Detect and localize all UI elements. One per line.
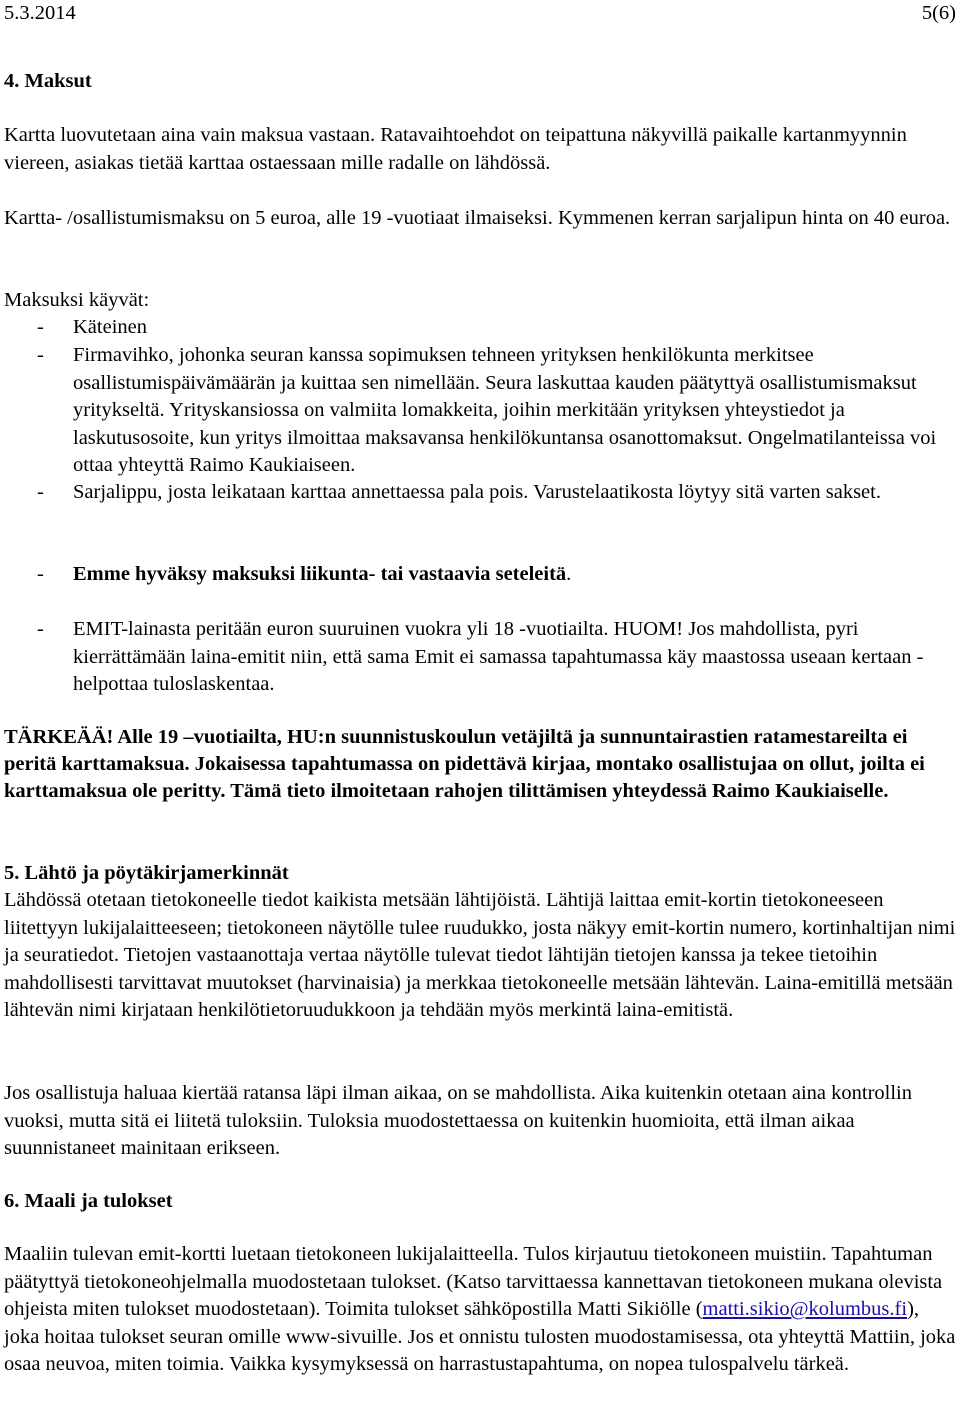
list-item-text: Käteinen	[73, 316, 147, 338]
section-6-text-start: Maaliin tulevan emit-kortti luetaan tietokoneen lukijalaitteella. Tulos kirjautuu tietokoneen muistiin. Tapahtuman päätyttyä tietokoneohjelmalla muodostetaan tulokset. (Katso tarvittaessa kannettavan tietokoneen mukana olevista ohjeista miten tulokset muodostetaan). Toimita tulokset sähköpostilla Matti Sikiölle (	[4, 1243, 943, 1320]
header-page-number: 5(6)	[921, 2, 956, 24]
bold-notice-end: .	[566, 563, 572, 585]
list-item-text	[73, 561, 958, 589]
section-4-paragraph-1: Kartta luovutetaan aina vain maksua vastaan. Ratavaihtoehdot on teipattuna näkyvillä paikalle kartanmyynnin viereen, asiakas tietää karttaa ostaessaan mille radalle on lähdössä.	[4, 124, 907, 174]
bold-notice: Emme hyväksy maksuksi liikunta- tai vastaavia seteleitä	[73, 563, 567, 585]
header-date: 5.3.2014	[4, 2, 76, 24]
list-dash: -	[37, 316, 44, 338]
page-header	[4, 0, 956, 27]
list-item-text: Firmavihko, johonka seuran kanssa sopimuksen tehneen yrityksen henkilökunta merkitsee osallistumispäivämäärän ja kuittaa sen nimellään. Seura laskuttaa kauden päätyttyä osallistumismaksut yritykseltä. Yrityskansiossa on valmiita lomakkeita, joihin merkitään yrityksen yhteystiedot ja laskutusosoite, kun yritys ilmoittaa maksavansa henkilökuntansa osanottomaksut. Ongelmatilanteissa voi ottaa yhteyttä Raimo Kaukiaiseen.	[73, 344, 937, 476]
section-6-paragraph	[4, 1241, 958, 1379]
payments-label: Maksuksi käyvät:	[4, 289, 150, 311]
section-4-paragraph-2: Kartta- /osallistumismaksu on 5 euroa, alle 19 -vuotiaat ilmaiseksi. Kymmenen kerran sarjalipun hinta on 40 euroa.	[4, 207, 951, 229]
section-5-paragraph-2: Jos osallistuja haluaa kiertää ratansa läpi ilman aikaa, on se mahdollista. Aika kuitenkin otetaan aina kontrollin vuoksi, mutta sitä ei liitetä tuloksiin. Tuloksia muodostettaessa on kuitenkin huomioita, että ilman aikaa suunnistaneet mainitaan erikseen.	[4, 1082, 913, 1159]
email-link[interactable]: matti.sikio@kolumbus.fi	[702, 1298, 908, 1320]
section-6-text-end: ), joka hoitaa tulokset seuran omille www-sivuille. Jos et onnistu tulosten muodostamisessa, ota yhteyttä Mattiin, joka osaa neuvoa, miten toimia. Vaikka kysymyksessä on harrastustapahtuma, on nopea tulospalvelu tärkeä.	[4, 1298, 956, 1375]
list-item-text: Sarjalippu, josta leikataan karttaa annettaessa pala pois. Varustelaatikosta löytyy sitä varten sakset.	[73, 481, 881, 503]
section-4-heading: 4. Maksut	[4, 70, 92, 92]
section-6-heading: 6. Maali ja tulokset	[4, 1190, 173, 1212]
section-5-heading: 5. Lähtö ja pöytäkirjamerkinnät	[4, 862, 289, 884]
list-dash: -	[37, 481, 44, 503]
list-item-text: EMIT-lainasta peritään euron suuruinen vuokra yli 18 -vuotiailta. HUOM! Jos mahdollista, pyri kierrättämään laina-emitit niin, että sama Emit ei samassa tapahtumassa käy maastossa useaan kertaan - helpottaa tuloslaskentaa.	[73, 618, 924, 695]
list-dash: -	[37, 563, 44, 585]
list-dash: -	[37, 618, 44, 640]
list-dash: -	[37, 344, 44, 366]
section-5-paragraph-1: Lähdössä otetaan tietokoneelle tiedot kaikista metsään lähtijöistä. Lähtijä laittaa emit-kortin tietokoneeseen liitettyyn lukijalaitteeseen; tietokoneen näytölle tulee ruudukko, josta näkyy emit-kortin numero, kortinhaltijan nimi ja seuratiedot. Tietojen vastaanottaja vertaa näytölle tulevat tiedot lähtijän tietojen kanssa ja tekee tietoihin mahdollisesti tarvittavat muutokset (harvinaisia) ja merkkaa tietokoneelle metsään lähtevän. Laina-emitillä metsään lähtevän nimi kirjataan henkilötietoruudukkoon ja tehdään myös merkintä laina-emitistä.	[4, 889, 956, 1021]
important-notice: TÄRKEÄÄ! Alle 19 –vuotiailta, HU:n suunnistuskoulun vetäjiltä ja sunnuntairastien ratamestareilta ei peritä karttamaksua. Jokaisessa tapahtumassa on pidettävä kirjaa, montako osallistujaa on ollut, joilta ei karttamaksua ole peritty. Tämä tieto ilmoitetaan rahojen tilittämisen yhteydessä Raimo Kaukiaiselle.	[4, 726, 925, 802]
